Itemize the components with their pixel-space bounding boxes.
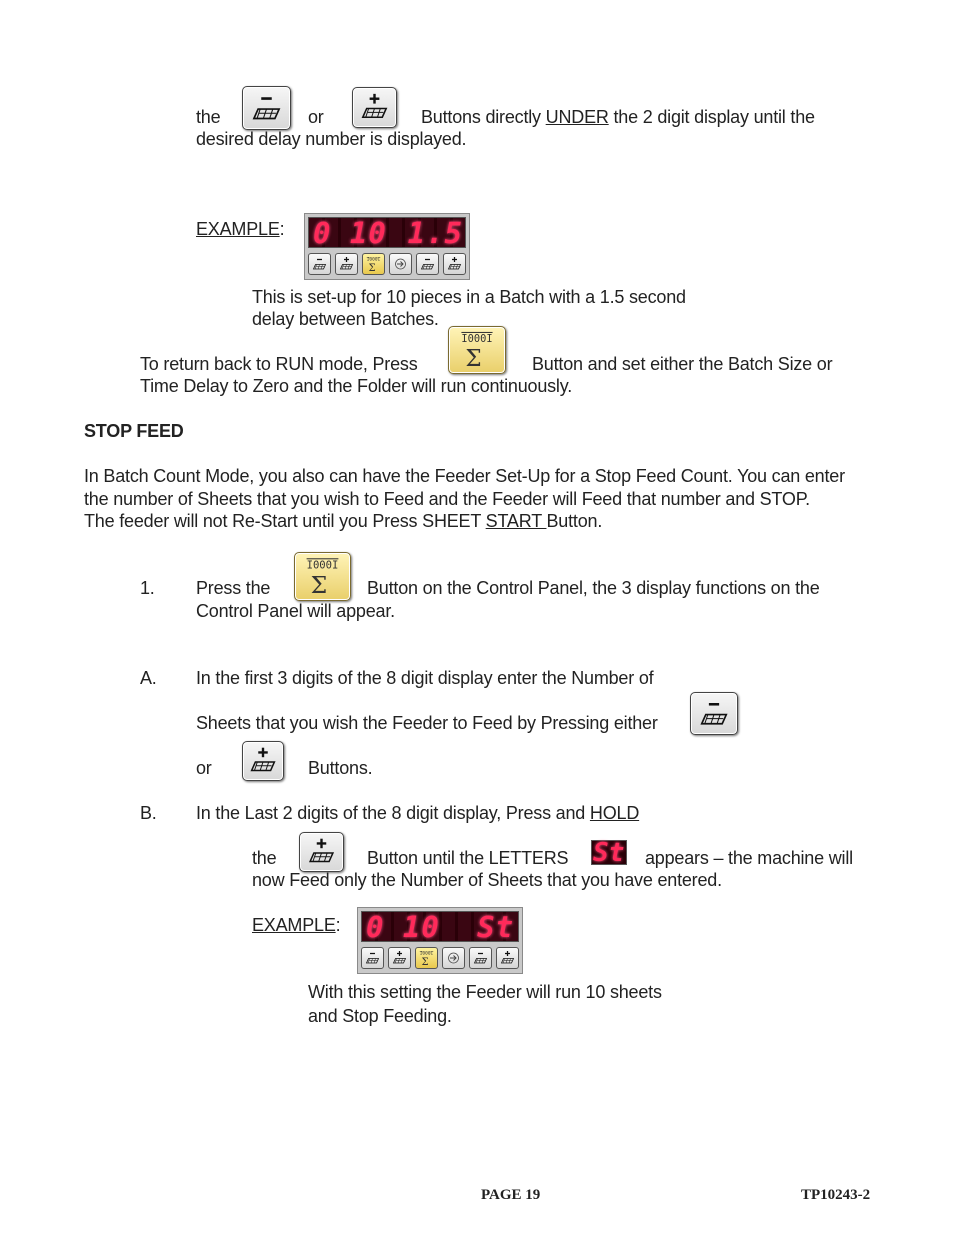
plus-button-step-b[interactable]: [299, 832, 344, 872]
led-display: [361, 911, 519, 942]
example-2-caption-2: and Stop Feeding.: [308, 1006, 452, 1026]
st-led-indicator: [591, 838, 627, 868]
document-code: TP10243-2: [801, 1187, 871, 1203]
sigma-counter-icon: [295, 553, 350, 600]
paragraph-1-line-2: desired delay number is displayed.: [196, 129, 467, 149]
plus-button[interactable]: [352, 87, 397, 128]
under-emphasis: UNDER: [545, 107, 609, 127]
minus-button-step-a[interactable]: [690, 692, 738, 735]
led-display-left: 0 10: [313, 217, 387, 248]
stop-feed-line-2: the number of Sheets that you wish to Feed and the Feeder will Feed that number and STOP.: [84, 489, 810, 509]
sigma-button[interactable]: [448, 326, 506, 374]
stop-feed-line-1: In Batch Count Mode, you also can have the Feeder Set-Up for a Stop Feed Count. You can enter: [84, 466, 845, 486]
plus-button-step-a[interactable]: [242, 741, 284, 781]
step-b-line-2: now Feed only the Number of Sheets that you have entered.: [252, 870, 722, 890]
step-b-the: the: [252, 848, 277, 868]
run-text-line-2: Time Delay to Zero and the Folder will run continuously.: [140, 376, 572, 396]
panel-minus-icon: [308, 253, 331, 275]
step-a-or: or: [196, 758, 212, 778]
start-emphasis: START: [485, 511, 547, 531]
panel-arrow-icon: [389, 253, 412, 275]
example-1-label: EXAMPLE:: [196, 219, 285, 239]
led-display-left: 0 10: [366, 911, 440, 942]
control-panel-example-1: [304, 213, 470, 280]
step-1-text-a: Press the: [196, 578, 271, 598]
plus-sheets-icon: [300, 833, 343, 871]
step-1-number: 1.: [140, 578, 155, 598]
plus-sheets-icon: [353, 88, 396, 127]
text-or: or: [308, 107, 324, 127]
panel-plus-icon: [388, 947, 411, 969]
step-b-letter: B.: [140, 803, 157, 823]
panel-sigma-icon: [362, 253, 385, 275]
panel-sigma-icon: [415, 947, 438, 969]
example-1-caption-1: This is set-up for 10 pieces in a Batch with a 1.5 second: [252, 287, 686, 307]
sigma-button-step-1[interactable]: [294, 552, 351, 601]
example-2-label: EXAMPLE:: [252, 915, 341, 935]
panel-minus-icon-2: [469, 947, 492, 969]
run-text-a: To return back to RUN mode, Press: [140, 354, 418, 374]
panel-minus-icon: [361, 947, 384, 969]
example-1-caption-2: delay between Batches.: [252, 309, 439, 329]
step-b-line-1: In the Last 2 digits of the 8 digit display, Press and HOLD: [196, 803, 640, 823]
step-b-appears: appears – the machine will: [645, 848, 853, 868]
step-1-line-2: Control Panel will appear.: [196, 601, 395, 621]
led-display-right: St: [477, 911, 514, 942]
minus-sheets-icon: [243, 87, 290, 129]
step-a-line-1: In the first 3 digits of the 8 digit display enter the Number of: [196, 668, 654, 688]
plus-sheets-icon: [243, 742, 283, 780]
panel-minus-icon-2: [416, 253, 439, 275]
hold-emphasis: HOLD: [589, 803, 640, 823]
page-number: PAGE 19: [481, 1187, 541, 1203]
panel-plus-icon: [335, 253, 358, 275]
led-display: [308, 217, 466, 248]
st-led-text: St: [593, 838, 625, 868]
step-1-text-b: Button on the Control Panel, the 3 display functions on the: [367, 578, 820, 598]
paragraph-1-line-1: Buttons directly UNDER the 2 digit display until the: [421, 107, 815, 127]
step-a-letter: A.: [140, 668, 157, 688]
panel-plus-icon-2: [496, 947, 519, 969]
minus-button[interactable]: [242, 86, 291, 130]
step-a-line-2: Sheets that you wish the Feeder to Feed by Pressing either: [196, 713, 658, 733]
panel-plus-icon-2: [443, 253, 466, 275]
stop-feed-line-3: The feeder will not Re-Start until you Press SHEET START Button.: [84, 511, 603, 531]
text-the: the: [196, 107, 221, 127]
led-display-right: 1.5: [407, 217, 463, 248]
stop-feed-heading: STOP FEED: [84, 421, 184, 441]
run-text-b: Button and set either the Batch Size or: [532, 354, 833, 374]
control-panel-example-2: [357, 907, 523, 974]
minus-sheets-icon: [691, 693, 737, 734]
panel-arrow-icon: [442, 947, 465, 969]
example-2-caption-1: With this setting the Feeder will run 10 sheets: [308, 982, 662, 1002]
step-b-until: Button until the LETTERS: [367, 848, 569, 868]
sigma-counter-icon: [449, 327, 505, 373]
step-a-buttons: Buttons.: [308, 758, 373, 778]
